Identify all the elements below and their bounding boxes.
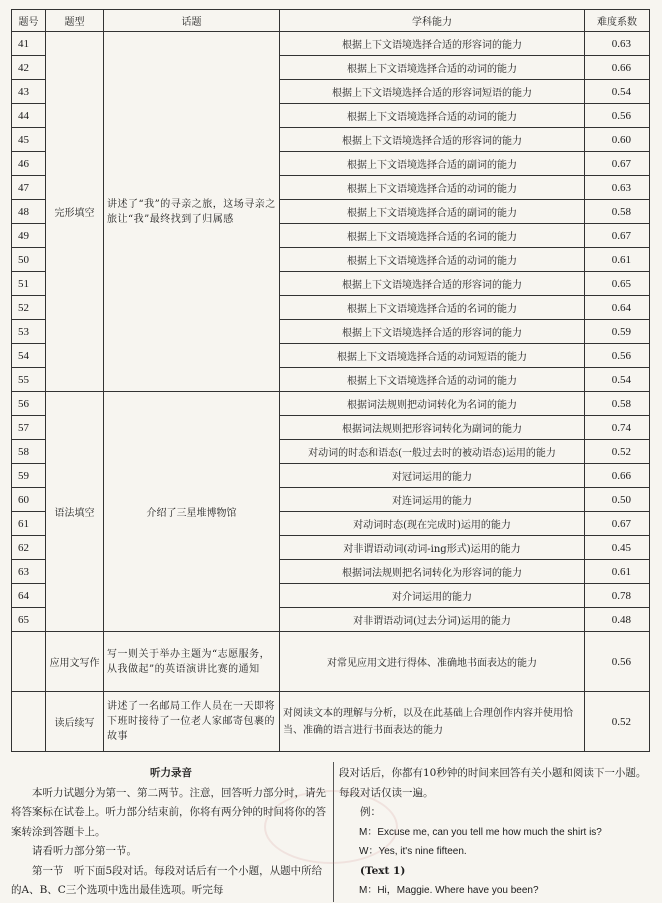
difficulty-cell: 0.54 xyxy=(585,368,650,392)
question-number: 59 xyxy=(12,464,46,488)
question-number: 48 xyxy=(12,200,46,224)
question-number: 43 xyxy=(12,80,46,104)
listening-continued: 段对话后，你都有10秒钟的时间来回答有关小题和阅读下一小题。每段对话仅读一遍。 xyxy=(339,767,647,799)
listening-section1-instructions: 第一节 听下面5段对话。每段对话后有一个小题，从题中所给的A、B、C三个选项中选出最佳选项。听完每 xyxy=(11,864,323,896)
difficulty-cell: 0.54 xyxy=(585,80,650,104)
question-topic: 讲述了“我”的寻亲之旅，这场寻亲之旅让“我”最终找到了归属感 xyxy=(104,32,280,392)
ability-cell: 根据上下文语境选择合适的动词的能力 xyxy=(280,104,585,128)
question-number: 62 xyxy=(12,536,46,560)
ability-cell: 根据上下文语境选择合适的副词的能力 xyxy=(280,152,585,176)
difficulty-cell: 0.48 xyxy=(585,608,650,632)
difficulty-cell: 0.78 xyxy=(585,584,650,608)
question-number: 54 xyxy=(12,344,46,368)
difficulty-cell: 0.67 xyxy=(585,224,650,248)
ability-cell: 根据上下文语境选择合适的形容词的能力 xyxy=(280,128,585,152)
listening-part1-prompt: 请看听力部分第一节。 xyxy=(32,845,137,857)
difficulty-cell: 0.64 xyxy=(585,296,650,320)
difficulty-cell: 0.58 xyxy=(585,392,650,416)
question-number-empty xyxy=(12,632,46,692)
question-number: 50 xyxy=(12,248,46,272)
ability-cell: 根据上下文语境选择合适的名词的能力 xyxy=(280,224,585,248)
listening-intro: 本听力试题分为第一、第二两节。注意，回答听力部分时，请先将答案标在试卷上。听力部分结束前，你将有两分钟的时间将你的答案转涂到答题卡上。 xyxy=(11,786,326,838)
question-number: 58 xyxy=(12,440,46,464)
question-number: 49 xyxy=(12,224,46,248)
question-type: 应用文写作 xyxy=(46,632,104,692)
example-man-line: M：Excuse me, can you tell me how much the shirt is? xyxy=(359,826,602,838)
analysis-table xyxy=(11,9,650,752)
table-row xyxy=(12,692,650,752)
difficulty-cell: 0.58 xyxy=(585,200,650,224)
header-difficulty: 难度系数 xyxy=(585,10,650,32)
difficulty-cell: 0.52 xyxy=(585,440,650,464)
ability-cell: 根据上下文语境选择合适的名词的能力 xyxy=(280,296,585,320)
table-row xyxy=(12,392,650,416)
difficulty-cell: 0.61 xyxy=(585,560,650,584)
difficulty-cell: 0.74 xyxy=(585,416,650,440)
difficulty-cell: 0.61 xyxy=(585,248,650,272)
difficulty-cell: 0.63 xyxy=(585,176,650,200)
table-row xyxy=(12,632,650,692)
listening-heading: 听力录音 xyxy=(150,767,192,779)
question-topic: 介绍了三星堆博物馆 xyxy=(104,392,280,632)
listening-left-column xyxy=(11,764,331,901)
difficulty-cell: 0.60 xyxy=(585,128,650,152)
ability-cell: 根据上下文语境选择合适的形容词的能力 xyxy=(280,32,585,56)
question-number: 65 xyxy=(12,608,46,632)
question-number: 57 xyxy=(12,416,46,440)
ability-cell: 对常见应用文进行得体、准确地书面表达的能力 xyxy=(280,632,585,692)
column-divider xyxy=(333,762,334,902)
ability-cell: 根据上下文语境选择合适的形容词的能力 xyxy=(280,320,585,344)
listening-right-column xyxy=(339,764,651,901)
difficulty-cell: 0.56 xyxy=(585,344,650,368)
example-label: 例： xyxy=(360,806,381,818)
difficulty-cell: 0.67 xyxy=(585,152,650,176)
ability-cell: 根据上下文语境选择合适的动词的能力 xyxy=(280,56,585,80)
question-number: 41 xyxy=(12,32,46,56)
header-ability: 学科能力 xyxy=(280,10,585,32)
example-woman-line: W：Yes, it's nine fifteen. xyxy=(359,846,467,857)
text1-man-line: M：Hi，Maggie. Where have you been? xyxy=(359,885,539,896)
difficulty-cell: 0.66 xyxy=(585,464,650,488)
question-topic: 写一则关于举办主题为“志愿服务，从我做起”的英语演讲比赛的通知 xyxy=(104,632,280,692)
ability-cell: 根据上下文语境选择合适的动词的能力 xyxy=(280,176,585,200)
question-number: 45 xyxy=(12,128,46,152)
question-number-empty xyxy=(12,692,46,752)
ability-cell: 对阅读文本的理解与分析，以及在此基础上合理创作内容并使用恰当、准确的语言进行书面表达的能力 xyxy=(280,692,585,752)
ability-cell: 根据上下文语境选择合适的动词的能力 xyxy=(280,248,585,272)
difficulty-cell: 0.50 xyxy=(585,488,650,512)
ability-cell: 根据上下文语境选择合适的形容词短语的能力 xyxy=(280,80,585,104)
ability-cell: 根据上下文语境选择合适的动词的能力 xyxy=(280,368,585,392)
question-topic: 讲述了一名邮局工作人员在一天即将下班时接待了一位老人家邮寄包裹的故事 xyxy=(104,692,280,752)
difficulty-cell: 0.67 xyxy=(585,512,650,536)
question-number: 46 xyxy=(12,152,46,176)
ability-cell: 根据上下文语境选择合适的形容词的能力 xyxy=(280,272,585,296)
ability-cell: 对非谓语动词(动词-ing形式)运用的能力 xyxy=(280,536,585,560)
ability-cell: 根据词法规则把名词转化为形容词的能力 xyxy=(280,560,585,584)
question-number: 53 xyxy=(12,320,46,344)
header-topic: 话题 xyxy=(104,10,280,32)
difficulty-cell: 0.65 xyxy=(585,272,650,296)
difficulty-cell: 0.56 xyxy=(585,104,650,128)
difficulty-cell: 0.56 xyxy=(585,632,650,692)
ability-cell: 根据上下文语境选择合适的副词的能力 xyxy=(280,200,585,224)
difficulty-cell: 0.59 xyxy=(585,320,650,344)
question-type: 读后续写 xyxy=(46,692,104,752)
ability-cell: 对连词运用的能力 xyxy=(280,488,585,512)
difficulty-cell: 0.66 xyxy=(585,56,650,80)
question-number: 63 xyxy=(12,560,46,584)
ability-cell: 根据上下文语境选择合适的动词短语的能力 xyxy=(280,344,585,368)
text1-label: (Text 1) xyxy=(360,864,406,877)
question-number: 51 xyxy=(12,272,46,296)
question-number: 60 xyxy=(12,488,46,512)
question-number: 56 xyxy=(12,392,46,416)
question-number: 61 xyxy=(12,512,46,536)
question-type: 语法填空 xyxy=(46,392,104,632)
question-number: 55 xyxy=(12,368,46,392)
question-number: 42 xyxy=(12,56,46,80)
ability-cell: 对动词时态(现在完成时)运用的能力 xyxy=(280,512,585,536)
table-row xyxy=(12,32,650,56)
question-type: 完形填空 xyxy=(46,32,104,392)
question-number: 47 xyxy=(12,176,46,200)
ability-cell: 对介词运用的能力 xyxy=(280,584,585,608)
ability-cell: 对冠词运用的能力 xyxy=(280,464,585,488)
difficulty-cell: 0.52 xyxy=(585,692,650,752)
question-number: 52 xyxy=(12,296,46,320)
question-number: 64 xyxy=(12,584,46,608)
header-number: 题号 xyxy=(12,10,46,32)
difficulty-cell: 0.45 xyxy=(585,536,650,560)
question-number: 44 xyxy=(12,104,46,128)
difficulty-cell: 0.63 xyxy=(585,32,650,56)
ability-cell: 对非谓语动词(过去分词)运用的能力 xyxy=(280,608,585,632)
header-type: 题型 xyxy=(46,10,104,32)
ability-cell: 对动词的时态和语态(一般过去时的被动语态)运用的能力 xyxy=(280,440,585,464)
ability-cell: 根据词法规则把形容词转化为副词的能力 xyxy=(280,416,585,440)
ability-cell: 根据词法规则把动词转化为名词的能力 xyxy=(280,392,585,416)
